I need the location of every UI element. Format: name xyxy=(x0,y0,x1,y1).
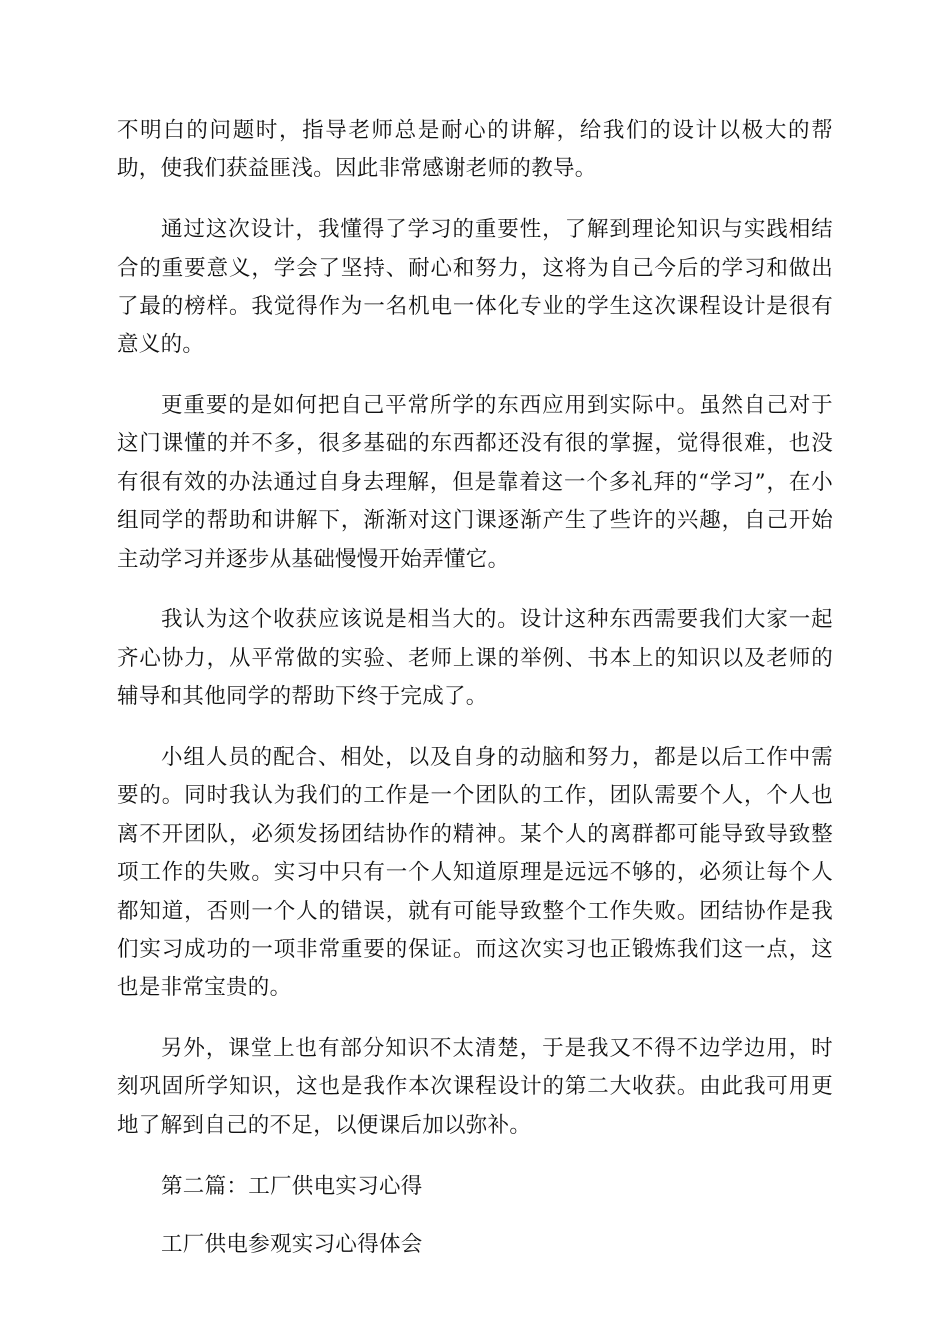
paragraph-3: 更重要的是如何把自己平常所学的东西应用到实际中。虽然自己对于这门课懂的并不多，很多基础的东西都还没有很的掌握，觉得很难，也没有很有效的办法通过自身去理解，但是靠着这一个多礼拜的“学习”，在小组同学的帮助和讲解下，渐渐对这门课逐渐产生了些许的兴趣，自己开始主动学习并逐步从基础慢慢开始弄懂它。 xyxy=(117,393,833,572)
section-heading: 第二篇：工厂供电实习心得 xyxy=(161,1173,423,1199)
paragraph-4: 我认为这个收获应该说是相当大的。设计这种东西需要我们大家一起齐心协力，从平常做的实验、老师上课的举例、书本上的知识以及老师的辅导和其他同学的帮助下终于完成了。 xyxy=(117,607,833,710)
document-page xyxy=(117,112,833,1284)
paragraph-1: 不明白的问题时，指导老师总是耐心的讲解，给我们的设计以极大的帮助，使我们获益匪浅。因此非常感谢老师的教导。 xyxy=(117,118,833,182)
paragraph-5: 小组人员的配合、相处，以及自身的动脑和努力，都是以后工作中需要的。同时我认为我们的工作是一个团队的工作，团队需要个人，个人也离不开团队，必须发扬团结协作的精神。某个人的离群都可能导致导致整项工作的失败。实习中只有一个人知道原理是远远不够的，必须让每个人都知道，否则一个人的错误，就有可能导致整个工作失败。团结协作是我们实习成功的一项非常重要的保证。而这次实习也正锻炼我们这一点，这也是非常宝贵的。 xyxy=(117,744,833,1001)
article-title: 工厂供电参观实习心得体会 xyxy=(161,1231,423,1257)
paragraph-6: 另外，课堂上也有部分知识不太清楚，于是我又不得不边学边用，时刻巩固所学知识，这也是我作本次课程设计的第二大收获。由此我可用更地了解到自己的不足，以便课后加以弥补。 xyxy=(117,1036,833,1138)
paragraph-2: 通过这次设计，我懂得了学习的重要性，了解到理论知识与实践相结合的重要意义，学会了坚持、耐心和努力，这将为自己今后的学习和做出了最的榜样。我觉得作为一名机电一体化专业的学生这次课程设计是很有意义的。 xyxy=(117,217,833,358)
